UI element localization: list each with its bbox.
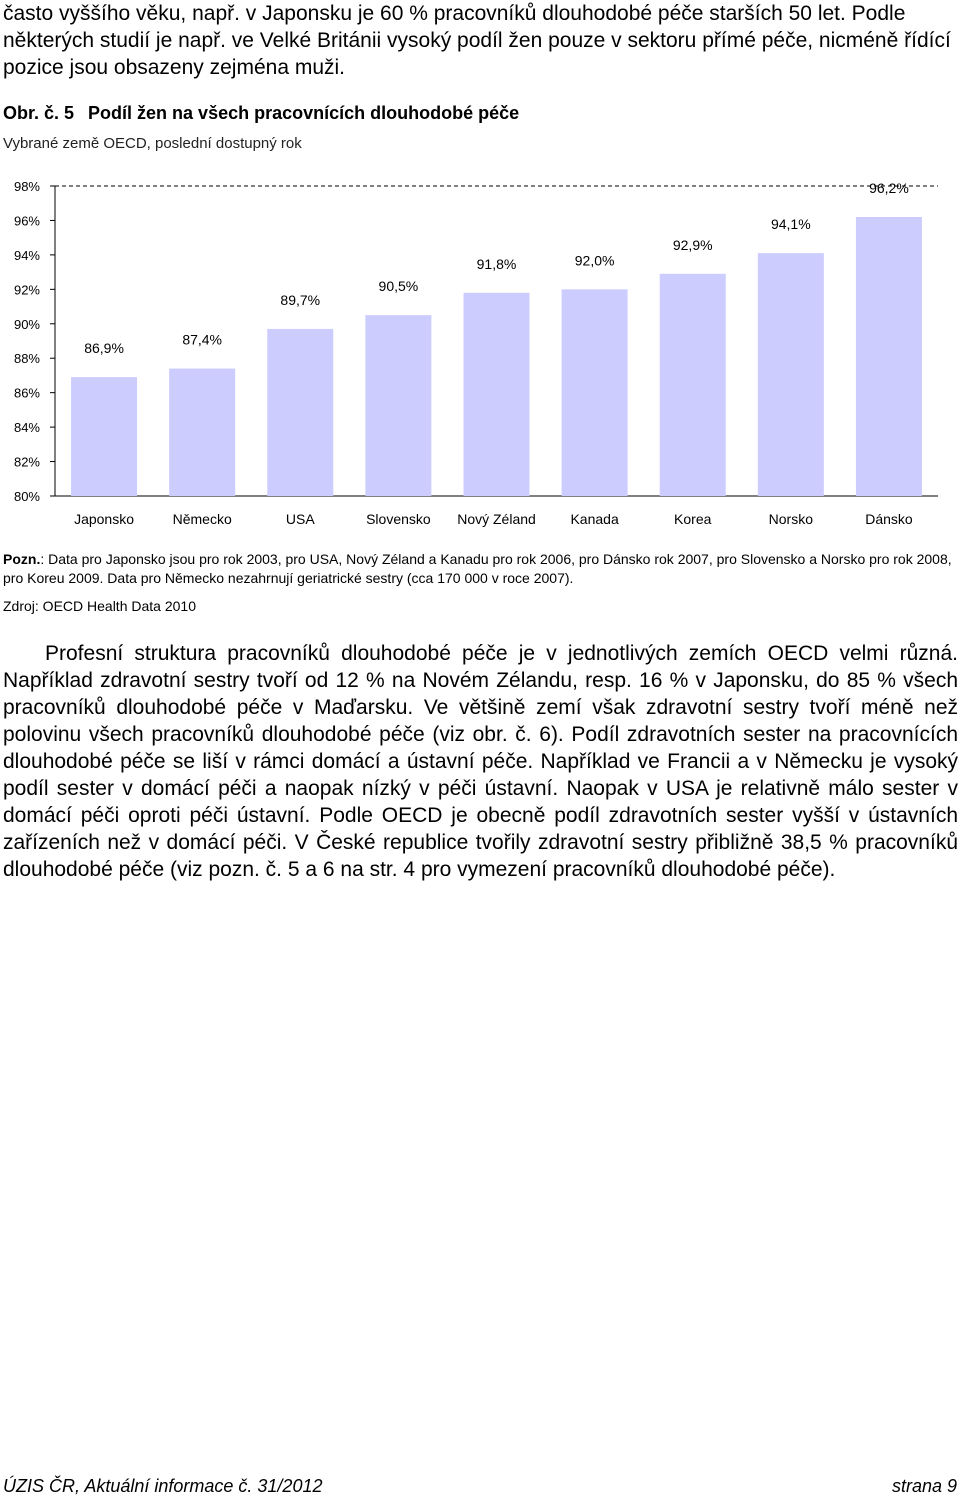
figure-note (3, 550, 958, 588)
category-label: Nový Zéland (457, 511, 536, 527)
note-label: Pozn. (3, 551, 41, 567)
value-label: 91,8% (476, 255, 517, 272)
y-tick-label: 92% (13, 282, 40, 298)
figure-source: Zdroj: OECD Health Data 2010 (3, 598, 196, 614)
category-label: Dánsko (865, 511, 913, 527)
value-label: 87,4% (182, 331, 223, 348)
bar-7 (758, 253, 824, 496)
y-tick-label: 80% (13, 489, 40, 504)
y-tick-label: 84% (13, 420, 40, 436)
category-label: Korea (674, 511, 712, 527)
category-label: Slovensko (366, 511, 431, 527)
value-label: 92,9% (672, 236, 713, 253)
figure-title (3, 103, 519, 124)
y-tick-label: 94% (13, 247, 40, 263)
value-label: 89,7% (280, 291, 321, 308)
body-paragraph (3, 640, 958, 883)
category-label: Japonsko (74, 511, 135, 527)
bar-6 (660, 274, 726, 496)
y-tick-label: 82% (13, 454, 40, 470)
figure-number: Obr. č. 5 (3, 103, 75, 123)
figure-subtitle: Vybrané země OECD, poslední dostupný rok (3, 135, 302, 152)
bar-3 (365, 315, 431, 496)
bar-8 (856, 217, 922, 496)
body-text: Profesní struktura pracovníků dlouhodobé péče je v jednotlivých zemích OECD velmi různá. Například zdravotní sestry tvoří od 12 % na Novém Zélandu, resp. 16 % v Japonsku, do 85 % všech pracovníků dlouhodobé péče v Maďarsku. Ve většině zemí však zdravotní sestry tvoří méně než polovinu všech pracovníků dlouhodobé péče (viz obr. č. 6). Podíl zdravotních sester na pracovnících dlouhodobé péče se liší v rámci domácí a ústavní péče. Například ve Francii a v Německu je vysoký podíl sester v domácí péči a naopak nízký v péči ústavní. Naopak v USA je relativně málo sester v domácí péči oproti péči ústavní. Podle OECD je obecně podíl zdravotních sester vyšší v ústavních zařízeních než v domácí péči. V České republice tvořily zdravotní sestry přibližně 38,5 % pracovníků dlouhodobé péče (viz pozn. č. 5 a 6 na str. 4 pro vymezení pracovníků dlouhodobé péče). (3, 642, 958, 881)
value-label: 96,2% (869, 180, 909, 196)
y-tick-label: 90% (13, 316, 40, 332)
y-tick-label: 86% (13, 385, 40, 401)
value-label: 90,5% (378, 278, 419, 295)
category-label: Německo (172, 511, 232, 527)
footer-publication: ÚZIS ČR, Aktuální informace č. 31/2012 (3, 1476, 323, 1496)
intro-paragraph (3, 0, 958, 81)
intro-text: často vyššího věku, např. v Japonsku je 60 % pracovníků dlouhodobé péče starších 50 let. Podle některých studií je např. ve Velké Británii vysoký podíl žen pouze v sektoru přímé péče, nicméně řídící pozice jsou obsazeny zejména muži. (3, 2, 951, 79)
footer-page-number: strana 9 (891, 1476, 957, 1496)
y-tick-label: 98% (13, 179, 40, 194)
note-text: : Data pro Japonsko jsou pro rok 2003, pro USA, Nový Zéland a Kanadu pro rok 2006, pro Dánsko rok 2007, pro Slovensko a Norsko pro rok 2008, pro Koreu 2009. Data pro Německo nezahrnují geriatrické sestry (cca 170 000 v roce 2007). (3, 551, 952, 586)
bar-0 (71, 377, 137, 496)
category-label: Kanada (570, 511, 619, 527)
bar-5 (562, 289, 628, 496)
figure-title-text: Podíl žen na všech pracovnících dlouhodobé péče (88, 103, 520, 123)
value-label: 86,9% (84, 340, 124, 357)
value-label: 92,0% (574, 252, 615, 269)
y-tick-label: 96% (13, 213, 40, 229)
category-label: USA (285, 511, 315, 527)
bar-chart (0, 170, 960, 540)
bar-1 (169, 369, 235, 496)
category-label: Norsko (768, 511, 814, 527)
y-tick-label: 88% (13, 351, 40, 367)
bar-2 (267, 329, 333, 496)
bar-4 (464, 293, 530, 496)
value-label: 94,1% (770, 216, 811, 233)
